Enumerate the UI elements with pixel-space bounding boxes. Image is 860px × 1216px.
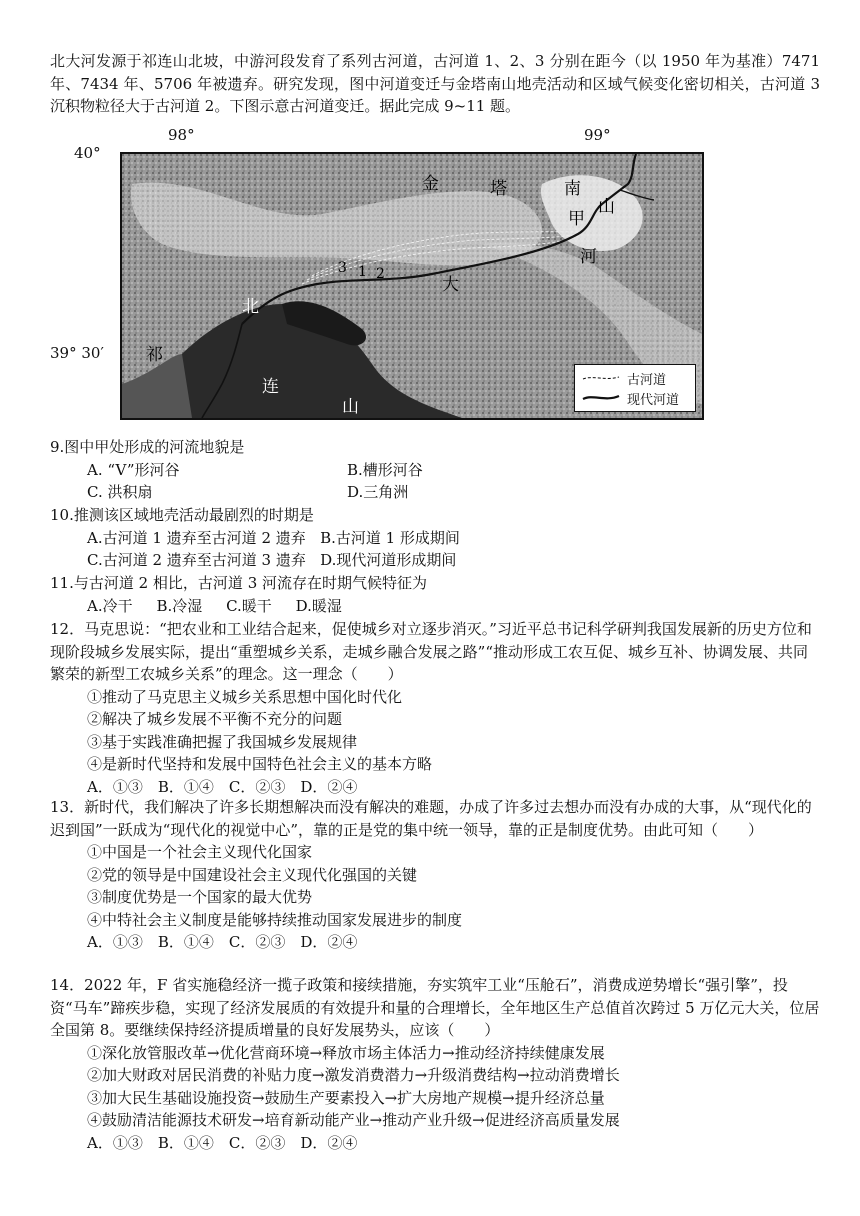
legend-ancient-label: 古河道 [627,372,667,388]
lon-99-label: 99° [584,126,611,144]
lon-98-label: 98° [168,126,195,144]
q12-item-4: ④是新时代坚持和发展中国特色社会主义的基本方略 [87,755,433,773]
q13-item-2: ②党的领导是中国建设社会主义现代化强国的关键 [87,865,418,884]
label-jin: 金 [422,174,439,194]
terrain-map [120,152,704,420]
q9-options [50,459,820,504]
q12-item-1: ①推动了马克思主义城乡关系思想中国化时代化 [87,687,403,706]
q9-stem: 9.图中甲处形成的河流地貌是 [50,438,245,456]
label-qilian-shan: 山 [342,397,359,417]
q13-answers: A．①③ B．①④ C．②③ D．②④ [87,933,358,951]
lat-3930-label: 39° 30′ [50,344,104,362]
q14-item-4: ④鼓励清洁能源技术研发→培育新动能产业→推动产业升级→促进经济高质量发展 [87,1111,620,1129]
q12-stem: 12．马克思说：“把农业和工业结合起来，促使城乡对立逐步消灭。”习近平总书记科学研判我国发展新的历史方位和现阶段城乡发展实际，提出“重塑城乡关系，走城乡融合发展之路”“推动形成工农互促、城乡互补、协调发展、共同繁荣的新型工农城乡关系”的理念。这一理念（ ） [50,620,812,683]
label-lian: 连 [262,377,279,397]
q9-option-c: C. 洪积扇 [87,483,153,501]
label-jia: 甲 [568,209,585,229]
question-12 [50,618,820,798]
q13-item-4: ④中特社会主义制度是能够持续推动国家发展进步的制度 [87,910,463,929]
question-14 [50,974,820,1154]
question-9 [50,436,820,504]
q9-option-d: D.三角洲 [347,483,409,501]
q12-answers: A．①③ B．①④ C．②③ D．②④ [87,777,358,796]
map-legend [574,364,696,412]
q14-stem: 14．2022 年，F 省实施稳经济一揽子政策和接续措施，夯实筑牢工业“压舱石”，消费成逆势增长“强引擎”，投资“马车”蹄疾步稳，实现了经济发展质的有效提升和量的合理增长，全年地区生产总值首次跨过 5 万亿元大关，位居全国第 8。要继续保持经济提质增量的良好发展势头，应该（ ） [50,976,820,1039]
q12-item-2: ②解决了城乡发展不平衡不充分的问题 [87,710,343,728]
lat-40-label: 40° [74,144,101,162]
intro-paragraph: 北大河发源于祁连山北坡，中游河段发育了系列古河道，古河道 1、2、3 分别在距今（以 1950 年为基准）7471 年、7434 年、5706 年被遗弃。研究发现，图中河道变迁与金塔南山地壳活动和区域气候变化密切相关，古河道 3 沉积物粒径大于古河道 2。下图示意古河道变迁。据此完成 9~11 题。 [50,52,820,115]
q13-item-1: ①中国是一个社会主义现代化国家 [87,843,313,861]
label-channel-3: 3 [338,260,347,276]
label-ta: 塔 [490,179,507,199]
label-channel-1: 1 [358,264,367,280]
ancient-channel-swatch [581,373,621,383]
modern-channel-swatch [581,393,621,403]
q13-stem: 13．新时代，我们解决了许多长期想解决而没有解决的难题，办成了许多过去想办而没有办成的大事，从“现代化的迟到国”一跃成为“现代化的视觉中心”，靠的正是党的集中统一领导，靠的正是制度优势。由此可知（ ） [50,798,812,839]
label-da: 大 [442,275,459,295]
q9-option-a: A. “V”形河谷 [87,460,180,479]
question-11 [50,572,820,617]
label-shan: 山 [598,197,615,217]
q9-option-b: B.槽形河谷 [347,460,423,479]
map-figure [50,126,710,418]
question-13 [50,796,820,954]
label-qi: 祁 [146,345,163,365]
label-bei: 北 [242,297,259,317]
q14-item-3: ③加大民生基础设施投资→鼓励生产要素投入→扩大房地产规模→提升经济总量 [87,1088,605,1107]
question-10 [50,504,820,572]
q14-item-2: ②加大财政对居民消费的补贴力度→激发消费潜力→升级消费结构→拉动消费增长 [87,1066,620,1084]
q12-item-3: ③基于实践准确把握了我国城乡发展规律 [87,732,358,751]
label-he: 河 [580,247,597,267]
q10-options-ab: A.古河道 1 遗弃至古河道 2 遗弃 B.古河道 1 形成期间 [87,528,460,547]
legend-modern-label: 现代河道 [627,392,680,408]
q10-options-cd: C.古河道 2 遗弃至古河道 3 遗弃 D.现代河道形成期间 [87,551,457,569]
q13-item-3: ③制度优势是一个国家的最大优势 [87,888,313,906]
label-nan: 南 [564,179,581,199]
label-channel-2: 2 [376,266,385,282]
q11-options: A.冷干 B.冷湿 C.暖干 D.暖湿 [87,596,342,615]
q10-stem: 10.推测该区域地壳活动最剧烈的时期是 [50,506,314,524]
q14-answers: A．①③ B．①④ C．②③ D．②④ [87,1133,358,1152]
legend-row-modern [581,389,679,407]
legend-row-ancient [581,369,666,387]
q14-item-1: ①深化放管服改革→优化营商环境→释放市场主体活力→推动经济持续健康发展 [87,1043,605,1062]
q11-stem: 11.与古河道 2 相比，古河道 3 河流存在时期气候特征为 [50,574,428,592]
